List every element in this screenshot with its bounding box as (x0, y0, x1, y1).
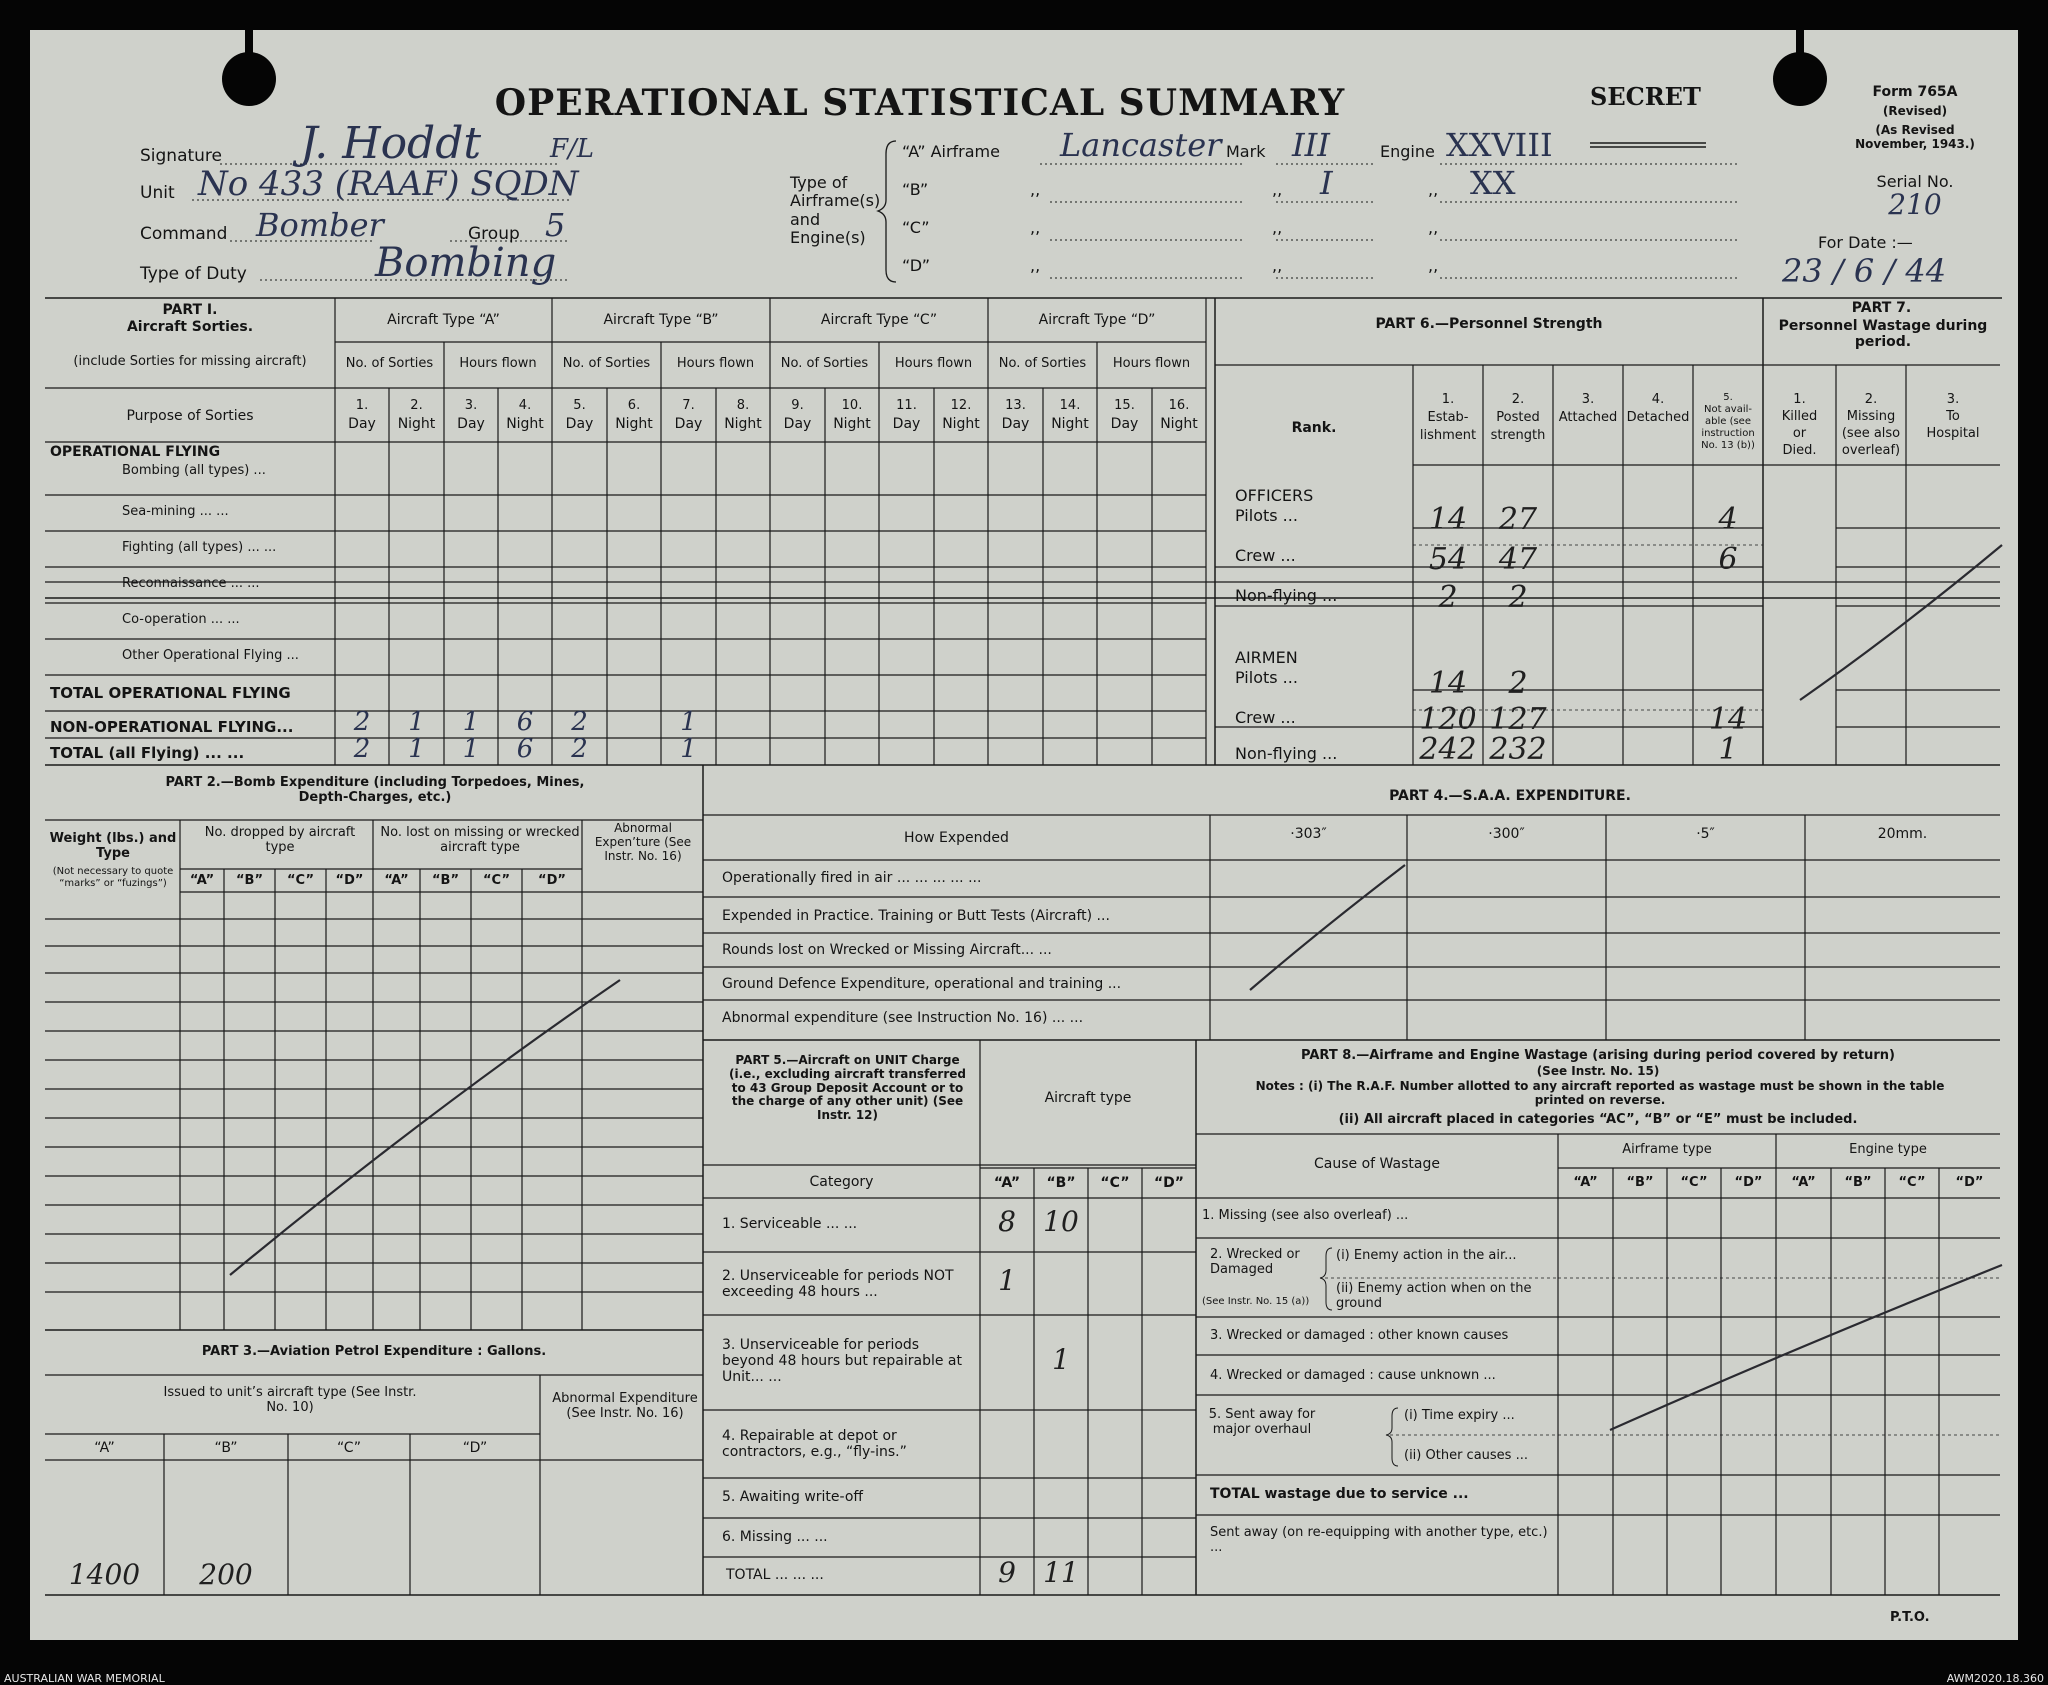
bomb-type-key: “A” (189, 873, 215, 888)
total-operational-row-label: TOTAL OPERATIONAL FLYING (50, 684, 291, 702)
airframe-d-label: “D” (902, 256, 930, 275)
wastage-overhaul-label: 5. Sent away for major overhaul (1208, 1407, 1316, 1437)
hours-subheader: Hours flown (894, 356, 973, 371)
dropped-label: No. dropped by aircraft type (204, 825, 356, 855)
strength-value: 2 (1508, 580, 1528, 615)
strength-value: 127 (1489, 702, 1547, 737)
column-number: 1. (355, 398, 369, 413)
airframe-a-value: Lancaster (1060, 126, 1222, 164)
column-number: 14. (1059, 398, 1081, 413)
column-number: 6. (627, 398, 641, 413)
duty-label: Type of Duty (140, 264, 247, 284)
column-number: 5. (573, 398, 586, 413)
wastage-wrecked-label: 2. Wrecked or Damaged (1210, 1247, 1300, 1277)
strength-value: 47 (1498, 542, 1538, 577)
saa-row-label: Rounds lost on Wrecked or Missing Aircraft... ... (722, 942, 1052, 958)
form-sheet (30, 30, 2018, 1640)
column-day-night: Day (348, 416, 376, 432)
part8-instr: (See Instr. No. 15) (1536, 1064, 1660, 1078)
part1-cell-value: 1 (408, 707, 425, 737)
column-day-night: Night (724, 416, 762, 432)
footer-right: AWM2020.18.360 (1946, 1672, 2044, 1685)
part1-cell-value: 1 (462, 707, 480, 737)
airmen-label: AIRMEN (1235, 648, 1298, 667)
part6-column-header: strength (1490, 428, 1546, 443)
engine-b-value: XX (1470, 164, 1516, 202)
part1-cell-value: 6 (516, 734, 534, 764)
petrol-value: 1400 (68, 1558, 141, 1591)
part1-cell-value: 2 (571, 707, 588, 737)
total-all-flying-row-label: TOTAL (all Flying) ... ... (50, 744, 245, 762)
unit-charge-row-label: TOTAL ... ... ... (726, 1567, 824, 1583)
column-day-night: Night (397, 416, 436, 432)
airframe-type-label: Airframe type (1622, 1142, 1712, 1157)
sorties-subheader: No. of Sorties (562, 356, 651, 371)
column-number: 8. (736, 398, 750, 413)
signature-rank: F/L (550, 134, 595, 164)
airframe-b-ditto: ,, (1030, 180, 1041, 199)
column-day-night: Night (506, 416, 544, 432)
petrol-value: 200 (199, 1558, 253, 1591)
part7-column-header: 1. (1793, 392, 1806, 407)
wastage-type-key: “A” (1791, 1175, 1816, 1190)
part1-cell-value: 1 (462, 734, 480, 764)
aircraft-type-key: “C” (1100, 1175, 1130, 1191)
saa-calibre-header: 20mm. (1877, 826, 1928, 842)
airmen-nonflying-label: Non-flying ... (1235, 744, 1338, 763)
column-day-night: Day (783, 416, 812, 432)
part1-title: PART I. (162, 302, 218, 318)
bomb-type-key: “D” (538, 873, 566, 888)
part6-column-header: Posted (1496, 410, 1540, 425)
part6-column-header: 4. (1651, 392, 1665, 407)
part6-column-header: lishment (1419, 428, 1477, 443)
sea-mining-row-label: Sea-mining ... ... (122, 504, 229, 519)
mark-d-label: ,, (1272, 256, 1283, 275)
part7-column-header: or (1792, 426, 1807, 441)
wastage-unknown-label: 4. Wrecked or damaged : cause unknown ... (1210, 1368, 1496, 1383)
saa-row-label: Operationally fired in air ... ... ... ... ... (722, 870, 982, 886)
co-operation-row-label: Co-operation ... ... (122, 612, 240, 627)
aircraft-type-d-header: Aircraft Type “D” (1038, 312, 1156, 328)
issued-label: Issued to unit’s aircraft type (See Instr. No. 10) (163, 1385, 417, 1415)
bomb-type-key: “D” (335, 873, 364, 888)
part7-column-header: 3. (1946, 392, 1960, 407)
cause-label: Cause of Wastage (1314, 1156, 1440, 1172)
engine-type-label: Engine type (1849, 1142, 1927, 1157)
petrol-type-key: “A” (94, 1440, 115, 1456)
wastage-type-key: “D” (1734, 1175, 1763, 1190)
part1-cell-value: 6 (516, 707, 534, 737)
strength-value: 27 (1498, 502, 1538, 537)
unit-charge-row-label: 4. Repairable at depot or contractors, e.g., “fly-ins.” (722, 1428, 907, 1461)
column-number: 7. (682, 398, 695, 413)
part7-subtitle: Personnel Wastage during period. (1778, 318, 1988, 351)
unit-charge-row-label: 6. Missing ... ... (722, 1528, 828, 1545)
bomb-type-key: “C” (482, 873, 511, 888)
column-number: 4. (518, 398, 532, 413)
category-label: Category (809, 1174, 874, 1190)
part1-cell-value: 2 (353, 734, 371, 764)
abnormal-label: Abnormal Expen’ture (See Instr. No. 16) (594, 821, 692, 863)
saa-calibre-header: ·5″ (1696, 826, 1715, 842)
saa-calibre-header: ·303″ (1290, 826, 1327, 842)
part1-cell-value: 1 (680, 734, 697, 764)
unit-label: Unit (140, 183, 175, 203)
column-number: 2. (410, 398, 423, 413)
part1-cell-value: 2 (353, 707, 371, 737)
unit-charge-row-label: 3. Unserviceable for periods beyond 48 hours but repairable at Unit... ... (722, 1336, 962, 1385)
aircraft-type-c-header: Aircraft Type “C” (820, 312, 938, 328)
unit-charge-row-label: 1. Serviceable ... ... (722, 1216, 858, 1232)
column-day-night: Day (674, 416, 703, 432)
wastage-type-key: “B” (1844, 1175, 1872, 1190)
weight-label: Weight (lbs.) and Type (49, 831, 177, 861)
part8-note1: Notes : (i) The R.A.F. Number allotted to any aircraft reported as wastage must be shown in the table printed on reverse. (1255, 1079, 1945, 1107)
petrol-type-key: “C” (336, 1440, 362, 1456)
saa-row-label: Ground Defence Expenditure, operational and training ... (722, 976, 1122, 992)
part7-column-header: Died. (1782, 443, 1817, 458)
aircraft-type-key: “D” (1153, 1175, 1185, 1191)
saa-row-label: Abnormal expenditure (see Instruction No. 16) ... ... (722, 1010, 1084, 1026)
part7-column-header: To (1946, 409, 1960, 424)
part1-note: (include Sorties for missing aircraft) (73, 354, 307, 369)
wastage-reequip-label: Sent away (on re-equipping with another type, etc.) ... (1210, 1525, 1548, 1555)
column-number: 3. (464, 398, 478, 413)
engine-c-label: ,, (1428, 218, 1439, 237)
column-number: 11. (896, 398, 917, 413)
strength-value: 6 (1718, 542, 1738, 577)
part1-cell-value: 1 (408, 734, 425, 764)
bomb-type-key: “A” (384, 873, 409, 888)
strength-value: 1 (1718, 732, 1738, 767)
bomb-type-key: “C” (286, 873, 315, 888)
wastage-type-key: “B” (1626, 1175, 1654, 1190)
airframe-b-label: “B” (902, 180, 929, 199)
command-label: Command (140, 224, 228, 244)
unit-charge-value: 11 (1043, 1556, 1079, 1589)
part7-column-header: 2. (1864, 392, 1878, 407)
bombing-row-label: Bombing (all types) ... (122, 463, 266, 478)
form-title: OPERATIONAL STATISTICAL SUMMARY (494, 82, 1346, 124)
column-day-night: Day (457, 416, 485, 432)
wastage-type-key: “C” (1680, 1175, 1708, 1190)
unit-charge-row-label: 5. Awaiting write-off (722, 1489, 864, 1505)
column-day-night: Day (565, 416, 594, 432)
column-day-night: Night (615, 416, 653, 432)
petrol-type-key: “B” (214, 1440, 238, 1456)
column-day-night: Day (1110, 416, 1139, 432)
date-label: For Date :— (1818, 233, 1913, 252)
part7-column-header: Hospital (1926, 426, 1980, 441)
part7-title: PART 7. (1851, 300, 1912, 316)
part4-title: PART 4.—S.A.A. EXPENDITURE. (1389, 788, 1631, 804)
part7-column-header: Missing (1846, 409, 1896, 424)
column-number: 9. (791, 398, 804, 413)
mark-a-label: Mark (1226, 142, 1266, 161)
form-number: Form 765A (1872, 84, 1958, 100)
serial-label: Serial No. (1876, 172, 1954, 191)
hours-subheader: Hours flown (676, 356, 755, 371)
strength-value: 54 (1428, 542, 1468, 577)
officers-crew-label: Crew ... (1235, 546, 1296, 565)
other-operational-row-label: Other Operational Flying ... (122, 648, 299, 663)
lost-label: No. lost on missing or wrecked aircraft type (380, 825, 580, 855)
unit-charge-row-label: 2. Unserviceable for periods NOT exceeding 48 hours ... (722, 1267, 954, 1300)
bomb-type-key: “B” (432, 873, 459, 888)
mark-a-value: III (1292, 126, 1330, 164)
wastage-total-label: TOTAL wastage due to service ... (1210, 1486, 1469, 1502)
strength-value: 14 (1708, 702, 1748, 737)
part3-title: PART 3.—Aviation Petrol Expenditure : Gallons. (201, 1344, 547, 1359)
footer-left: AUSTRALIAN WAR MEMORIAL (4, 1672, 165, 1685)
sorties-subheader: No. of Sorties (345, 356, 434, 371)
wastage-enemy-ground-label: (ii) Enemy action when on the ground (1336, 1281, 1532, 1311)
part6-column-header: able (see (1704, 416, 1751, 427)
column-number: 15. (1114, 398, 1135, 413)
airmen-pilots-label: Pilots ... (1235, 668, 1298, 687)
unit-charge-value: 1 (1052, 1342, 1070, 1376)
officers-pilots-label: Pilots ... (1235, 506, 1298, 525)
hours-subheader: Hours flown (1112, 356, 1191, 371)
wastage-type-key: “C” (1898, 1175, 1926, 1190)
part7-column-header: (see also (1841, 426, 1901, 441)
wastage-instr-ref: (See Instr. No. 15 (a)) (1202, 1296, 1310, 1307)
part6-title: PART 6.—Personnel Strength (1375, 316, 1603, 332)
secret-stamp: SECRET (1590, 82, 1701, 111)
how-expended-label: How Expended (904, 830, 1009, 846)
part6-column-header: Not avail- (1703, 404, 1753, 415)
wastage-other-label: (ii) Other causes ... (1404, 1448, 1528, 1463)
mark-b-label: ,, (1272, 180, 1283, 199)
unit-charge-value: 9 (998, 1556, 1016, 1589)
airframe-a-label: “A” Airframe (902, 142, 1000, 161)
signature-value: J. Hoddt (300, 118, 482, 169)
part6-column-header: Estab- (1427, 410, 1469, 425)
part6-column-header: 1. (1441, 392, 1455, 407)
fighting-row-label: Fighting (all types) ... ... (122, 540, 277, 555)
strength-value: 242 (1419, 732, 1477, 767)
officers-label: OFFICERS (1235, 486, 1314, 505)
saa-row-label: Expended in Practice. Training or Butt Tests (Aircraft) ... (722, 908, 1110, 924)
airframe-c-ditto: ,, (1030, 218, 1041, 237)
date-value: 23 / 6 / 44 (1782, 252, 1947, 290)
part2-title: PART 2.—Bomb Expenditure (including Torpedoes, Mines, Depth-Charges, etc.) (165, 775, 585, 805)
strength-value: 14 (1428, 502, 1468, 537)
part8-note2: (ii) All aircraft placed in categories “AC”, “B” or “E” must be included. (1338, 1112, 1858, 1127)
part7-column-header: Killed (1781, 409, 1818, 424)
strength-value: 14 (1428, 666, 1468, 701)
mark-b-value: I (1320, 164, 1333, 202)
column-number: 10. (841, 398, 863, 413)
aircraft-type-key: “B” (1046, 1175, 1076, 1191)
aircraft-type-b-header: Aircraft Type “B” (603, 312, 719, 328)
airframe-c-label: “C” (902, 218, 930, 237)
wastage-type-key: “A” (1573, 1175, 1598, 1190)
aircraft-type-label: Aircraft type (1044, 1090, 1132, 1106)
group-value: 5 (545, 206, 566, 244)
serial-value: 210 (1888, 188, 1942, 221)
part3-abnormal-label: Abnormal Expenditure (See Instr. No. 16) (552, 1391, 698, 1421)
hours-subheader: Hours flown (459, 356, 537, 371)
non-operational-row-label: NON-OPERATIONAL FLYING... (50, 718, 294, 736)
column-day-night: Day (892, 416, 921, 432)
type-of-airframe-label: Type of Airframe(s) and Engine(s) (790, 173, 881, 248)
wastage-enemy-air-label: (i) Enemy action in the air... (1336, 1248, 1517, 1263)
engine-a-label: Engine (1380, 142, 1435, 161)
part6-column-header: 3. (1581, 392, 1595, 407)
airframe-d-ditto: ,, (1030, 256, 1041, 275)
part5-title: PART 5.—Aircraft on UNIT Charge (i.e., excluding aircraft transferred to 43 Group Deposit Account or to the charge of any other unit) (See Instr. 12) (728, 1053, 966, 1123)
column-number: 13. (1005, 398, 1026, 413)
sorties-subheader: No. of Sorties (780, 356, 869, 371)
engine-d-label: ,, (1428, 256, 1439, 275)
column-number: 12. (950, 398, 972, 413)
part6-column-header: instruction (1701, 428, 1755, 439)
weight-note: (Not necessary to quote “marks” or “fuzings”) (52, 866, 174, 889)
pto-label: P.T.O. (1890, 1610, 1930, 1625)
officers-nonflying-label: Non-flying ... (1235, 586, 1338, 605)
rank-label: Rank. (1291, 420, 1337, 436)
reconnaissance-row-label: Reconnaissance ... ... (122, 576, 260, 591)
aircraft-type-a-header: Aircraft Type “A” (387, 312, 500, 328)
duty-value: Bombing (375, 240, 557, 286)
aircraft-type-key: “A” (993, 1175, 1021, 1191)
wastage-other-causes-label: 3. Wrecked or damaged : other known causes (1210, 1328, 1509, 1343)
part6-column-header: 5. (1723, 392, 1733, 403)
column-day-night: Day (1001, 416, 1030, 432)
form-revision-date: (As Revised November, 1943.) (1855, 123, 1975, 151)
strength-value: 2 (1438, 580, 1458, 615)
group-label: Group (468, 224, 520, 244)
column-day-night: Night (833, 416, 871, 432)
operational-flying-label: OPERATIONAL FLYING (50, 444, 221, 460)
part8-title: PART 8.—Airframe and Engine Wastage (arising during period covered by return) (1301, 1048, 1895, 1063)
part6-column-header: 2. (1511, 392, 1525, 407)
part6-column-header: No. 13 (b)) (1701, 440, 1755, 451)
unit-charge-value: 8 (998, 1205, 1016, 1238)
engine-b-label: ,, (1428, 180, 1439, 199)
column-day-night: Night (1160, 416, 1198, 432)
bomb-type-key: “B” (236, 873, 263, 888)
wastage-time-expiry-label: (i) Time expiry ... (1404, 1408, 1515, 1423)
column-number: 16. (1168, 398, 1190, 413)
form-revised: (Revised) (1882, 104, 1948, 118)
mark-c-label: ,, (1272, 218, 1283, 237)
saa-calibre-header: ·300″ (1488, 826, 1525, 842)
strength-value: 232 (1489, 732, 1547, 767)
petrol-type-key: “D” (462, 1440, 488, 1456)
command-value: Bomber (256, 206, 384, 244)
sorties-subheader: No. of Sorties (998, 356, 1087, 371)
part1-subtitle: Aircraft Sorties. (126, 319, 254, 335)
part6-column-header: Attached (1558, 410, 1618, 425)
strength-value: 120 (1419, 702, 1477, 737)
part1-cell-value: 1 (680, 707, 697, 737)
column-day-night: Night (942, 416, 980, 432)
purpose-label: Purpose of Sorties (126, 408, 254, 424)
wastage-type-key: “D” (1955, 1175, 1984, 1190)
strength-value: 4 (1718, 502, 1738, 537)
wastage-missing-label: 1. Missing (see also overleaf) ... (1202, 1208, 1409, 1223)
signature-label: Signature (140, 146, 223, 166)
strength-value: 2 (1508, 666, 1528, 701)
column-day-night: Night (1051, 416, 1089, 432)
unit-charge-value: 1 (998, 1263, 1016, 1297)
part1-cell-value: 2 (571, 734, 588, 764)
engine-a-value: XXVIII (1446, 126, 1553, 164)
part6-column-header: Detached (1626, 410, 1690, 425)
airmen-crew-label: Crew ... (1235, 708, 1296, 727)
unit-value: No 433 (RAAF) SQDN (198, 164, 579, 204)
part7-column-header: overleaf) (1841, 443, 1901, 458)
unit-charge-value: 10 (1043, 1205, 1079, 1238)
